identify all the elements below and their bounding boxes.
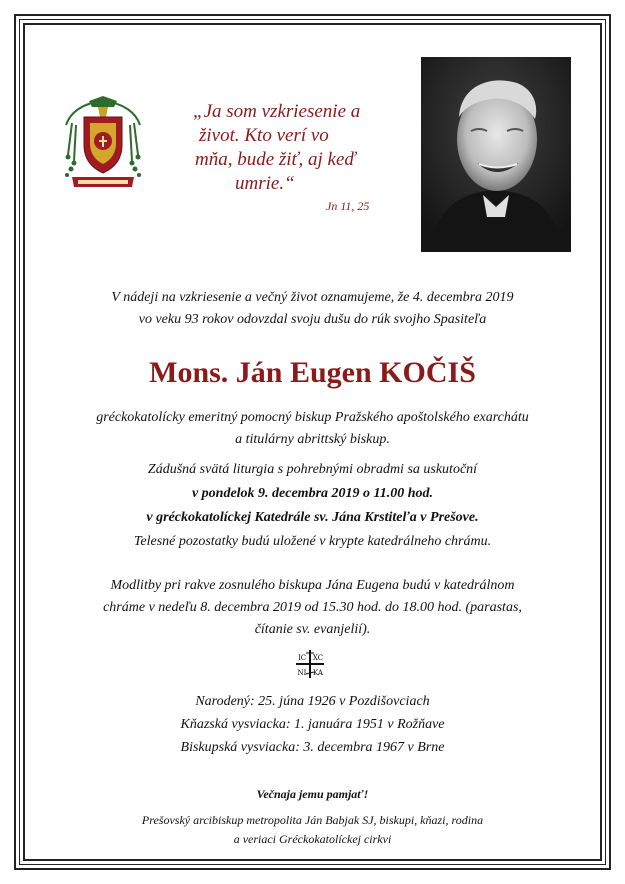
icxc-cross-icon xyxy=(295,649,325,679)
deceased-title xyxy=(30,407,595,451)
prayers-line: chráme v nedeľu 8. decembra 2019 od 15.30 hod. do 18.00 hod. (parastas, xyxy=(103,600,522,615)
mourners xyxy=(30,811,595,849)
symbol-letters: IC xyxy=(297,654,307,662)
prayers-info xyxy=(30,575,595,641)
quote-line: život. Kto verí vo xyxy=(199,125,329,146)
liturgy-place: v gréckokatolíckej Katedrále sv. Jána Krstiteľa v Prešove. xyxy=(146,510,479,525)
prayers-line: čítanie sv. evanjelií). xyxy=(254,622,371,637)
deceased-name: Mons. Ján Eugen KOČIŠ xyxy=(149,356,476,389)
eternal-memory: Večnaja jemu pamjať! xyxy=(256,787,369,801)
mourners-line: Prešovský arcibiskup metropolita Ján Babjak SJ, biskupi, kňazi, rodina xyxy=(141,813,484,827)
bio-born: Narodený: 25. júna 1926 v Pozdišovciach xyxy=(195,694,430,709)
coat-of-arms-icon xyxy=(62,95,144,195)
bible-quote xyxy=(193,100,403,196)
announcement xyxy=(30,287,595,331)
prayers-line: Modlitby pri rakve zosnulého biskupa Jána Eugena budú v katedrálnom xyxy=(110,578,515,593)
biography xyxy=(30,690,595,759)
bio-bishop: Biskupská vysviacka: 3. decembra 1967 v Brne xyxy=(180,740,445,755)
quote-line: umrie.“ xyxy=(235,173,295,194)
bio-priest: Kňazská vysviacka: 1. januára 1951 v Rožňave xyxy=(180,717,445,732)
announcement-line: V nádeji na vzkriesenie a večný život oznamujeme, že 4. decembra 2019 xyxy=(111,290,514,305)
quote-line: mňa, bude žiť, aj keď xyxy=(195,149,356,170)
symbol-letters: XC xyxy=(312,654,324,662)
title-line: gréckokatolícky emeritný pomocný biskup Pražského apoštolského exarchátu xyxy=(96,410,529,425)
quote-line: „Ja som vzkriesenie a xyxy=(193,101,361,122)
announcement-line: vo veku 93 rokov odovzdal svoju dušu do rúk svojho Spasiteľa xyxy=(138,312,487,327)
symbol-letters: KA xyxy=(312,669,324,677)
portrait-photo xyxy=(421,57,571,252)
liturgy-line: Telesné pozostatky budú uložené v krypte katedrálneho chrámu. xyxy=(133,534,492,549)
liturgy-date: v pondelok 9. decembra 2019 o 11.00 hod. xyxy=(191,486,434,501)
quote-reference: Jn 11, 25 xyxy=(326,199,370,213)
liturgy-line: Zádušná svätá liturgia s pohrebnými obradmi sa uskutoční xyxy=(147,462,478,477)
mourners-line: a veriaci Gréckokatolíckej cirkvi xyxy=(233,832,392,846)
liturgy-info xyxy=(30,458,595,554)
title-line: a titulárny abrittský biskup. xyxy=(235,432,390,447)
symbol-letters: NI xyxy=(297,669,307,677)
